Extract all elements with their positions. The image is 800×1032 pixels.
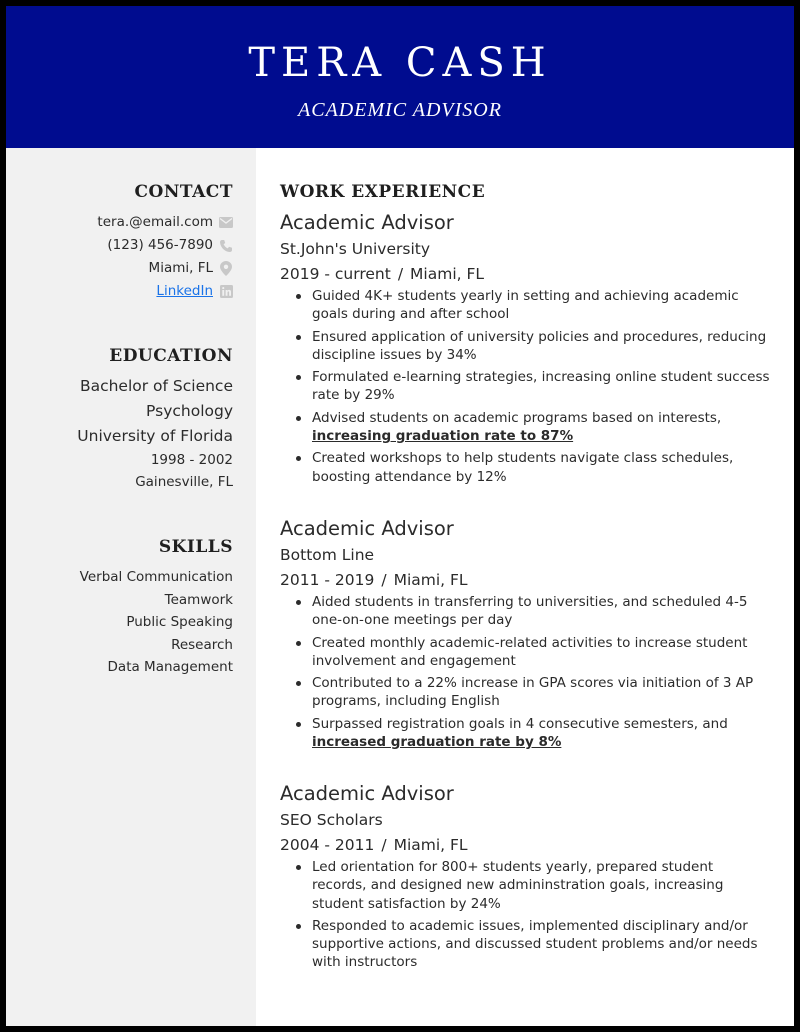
bullet-item: Contributed to a 22% increase in GPA scores via initiation of 3 AP programs, including English [294,674,770,711]
skill-item: Verbal Communication [79,569,233,585]
skill-item: Teamwork [164,591,233,608]
job-company: SEO Scholars [280,811,383,829]
work-experience-heading: WORK EXPERIENCE [280,182,486,202]
education-major: Psychology [146,402,233,420]
job-location: Miami, FL [410,265,485,283]
skill-item: Data Management [107,659,233,675]
job-meta [280,262,770,287]
contact-linkedin [97,280,233,303]
phone-icon [219,239,233,253]
job-separator: / [381,836,387,854]
job-separator: / [381,571,387,589]
map-pin-icon [219,261,233,276]
job-company: Bottom Line [280,546,375,564]
phone-text: (123) 456-7890 [107,237,213,253]
skills-heading: SKILLS [158,537,233,557]
education-location: Gainesville, FL [135,474,233,490]
bullet-highlight: increasing graduation rate to 87% [312,428,574,445]
linkedin-icon [219,285,233,298]
bullet-item: Led orientation for 800+ students yearly, prepared student records, and designed new admininstration goals, increasing student satisfaction by 24% [294,858,770,913]
contact-section [97,182,233,303]
resume-page [6,6,794,1026]
sidebar [6,148,256,1026]
job-meta [280,833,770,858]
job-entry-2 [280,515,770,755]
envelope-icon [219,217,233,228]
skill-item: Research [171,636,233,653]
linkedin-link[interactable]: LinkedIn [156,283,213,299]
bullet-item: Ensured application of university policies and procedures, reducing discipline issues by 34% [294,328,770,365]
job-bullets [294,287,770,486]
education-school: University of Florida [77,427,233,445]
resume-header [6,6,794,148]
job-dates: 2011 - 2019 [280,571,375,589]
job-title: Academic Advisor [280,782,454,805]
education-years: 1998 - 2002 [150,452,233,468]
bullet-highlight: increased graduation rate by 8% [312,734,562,751]
job-meta [280,568,770,593]
email-text: tera.@email.com [97,214,213,230]
job-location: Miami, FL [393,571,468,589]
contact-phone [97,234,233,257]
contact-email [97,211,233,234]
bullet-item: Created monthly academic-related activities to increase student involvement and engagement [294,634,770,671]
education-section [77,346,233,493]
job-dates: 2004 - 2011 [280,836,375,854]
candidate-name: TERA CASH [248,40,552,86]
contact-heading: CONTACT [134,182,233,202]
bullet-item: Surpassed registration goals in 4 consecutive semesters, and increased graduation rate by 8% [294,715,770,752]
bullet-item: Aided students in transferring to universities, and scheduled 4-5 one-on-one meetings per day [294,593,770,630]
skills-section [80,537,233,679]
contact-location [97,257,233,280]
job-title: Academic Advisor [280,211,454,234]
education-heading: EDUCATION [109,346,233,366]
job-entry-1 [280,209,770,490]
job-bullets [294,593,770,751]
candidate-title: ACADEMIC ADVISOR [298,99,502,121]
bullet-item: Created workshops to help students navigate class schedules, boosting attendance by 12% [294,449,770,486]
job-separator: / [397,265,404,283]
job-company: St.John's University [280,240,430,258]
job-bullets [294,858,770,972]
job-entry-3 [280,780,770,976]
job-location: Miami, FL [393,836,468,854]
job-dates: 2019 - current [280,265,391,283]
bullet-item: Formulated e-learning strategies, increasing online student success rate by 29% [294,368,770,405]
location-text: Miami, FL [148,260,213,276]
job-title: Academic Advisor [280,517,454,540]
education-degree: Bachelor of Science [79,377,233,395]
bullet-item: Advised students on academic programs based on interests, increasing graduation rate to 87% [294,409,770,446]
bullet-item: Guided 4K+ students yearly in setting and achieving academic goals during and after school [294,287,770,324]
bullet-item: Responded to academic issues, implemented disciplinary and/or supportive actions, and discussed student problems and/or needs with instructors [294,917,770,972]
skill-item: Public Speaking [126,614,233,630]
